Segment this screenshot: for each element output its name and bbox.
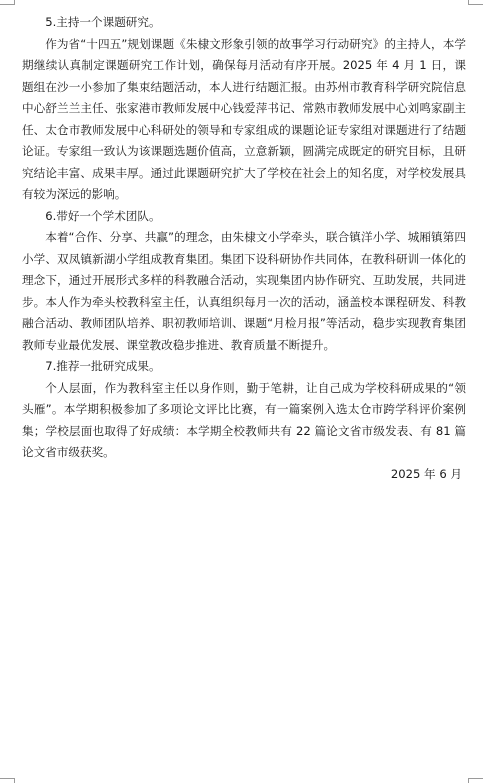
crop-mark — [0, 4, 14, 5]
section-paragraph: 本着“合作、分享、共赢”的理念，由朱棣文小学牵头，联合镇洋小学、城厢镇第四小学、双凤镇新湖小学组成教育集团。集团下设科研协作共同体，在教科研训一体化的理念下，通过开展形式多样的科教融合活动，实现集团内协作研究、互助发展，共同进步。本人作为牵头校教科室主任，认真组织每月一次的活动，涵盖校本课程研发、科教融合活动、教师团队培养、职初教师培训、课题“月检月报”等活动，稳步实现教育集团教师专业最优发展、课堂教改稳步推进、教育质量不断提升。 — [22, 230, 466, 352]
section-paragraph: 作为省“十四五”规划课题《朱棣文形象引领的故事学习行动研究》的主持人，本学期继续认真制定课题研究工作计划，确保每月活动有序开展。2025 年 4 月 1 日，课题组在沙一小参加了集束结题活动，本人进行结题汇报。由苏州市教育科学研究院信息中心舒兰兰主任、张家港市教师发展中心钱爱萍书记、常熟市教师发展中心刘鸣家副主任、太仓市教师发展中心科研处的领导和专家组成的课题论证专家组对课题进行了结题论证。专家组一致认为该课题选题价值高，立意新颖，圆满完成既定的研究目标，且研究结论丰富、成果丰厚。通过此课题研究扩大了学校在社会上的知名度，对学校发展具有较为深远的影响。 — [22, 36, 466, 201]
section-heading: 5.主持一个课题研究。 — [45, 15, 161, 29]
crop-mark — [468, 778, 469, 783]
section-paragraph: 个人层面，作为教科室主任以身作则，勤于笔耕，让自己成为学校科研成果的“领头雁”。本学期积极参加了多项论文评比比赛，有一篇案例入选太仓市跨学科评价案例集；学校层面也取得了好成绩：本学期全校教师共有 22 篇论文省市级发表、有 81 篇论文省市级获奖。 — [22, 380, 466, 459]
crop-mark — [469, 778, 483, 779]
crop-mark — [468, 0, 469, 5]
document-date: 2025 年 6 月 — [390, 466, 462, 481]
section-heading: 6.带好一个学术团队。 — [45, 208, 161, 223]
crop-mark — [14, 0, 15, 5]
crop-mark — [14, 778, 15, 783]
document-body — [22, 12, 466, 485]
crop-mark — [469, 4, 483, 5]
section-heading: 7.推荐一批研究成果。 — [45, 359, 161, 373]
crop-mark — [0, 778, 14, 779]
